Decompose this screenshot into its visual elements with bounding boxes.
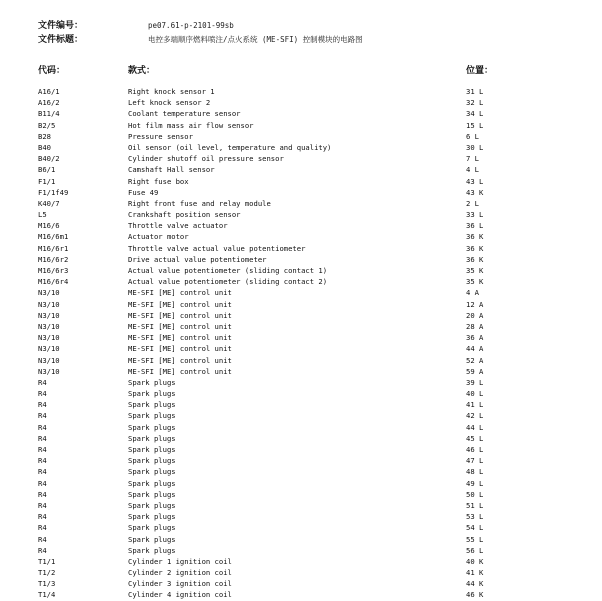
component-description: Right fuse box [128, 176, 189, 186]
component-code: N3/10 [38, 366, 60, 376]
component-position: 36 K [466, 232, 484, 242]
table-row [38, 332, 578, 343]
component-code: T1/4 [38, 590, 56, 600]
component-description: Coolant temperature sensor [128, 109, 241, 119]
component-description: Crankshaft position sensor [128, 210, 241, 220]
header-position: 位置： [466, 66, 494, 76]
component-position: 36 K [466, 254, 484, 264]
table-row [38, 478, 578, 489]
component-position: 55 L [466, 534, 484, 544]
table-row [38, 153, 578, 164]
table-row [38, 556, 578, 567]
component-description: ME-SFI [ME] control unit [128, 366, 232, 376]
component-description: ME-SFI [ME] control unit [128, 344, 232, 354]
component-position: 2 L [466, 198, 479, 208]
component-description: Cylinder 3 ignition coil [128, 579, 232, 589]
component-code: R4 [38, 512, 47, 522]
component-code: R4 [38, 377, 47, 387]
component-position: 28 A [466, 321, 484, 331]
component-description: Spark plugs [128, 467, 176, 477]
component-description: ME-SFI [ME] control unit [128, 299, 232, 309]
table-header [38, 64, 578, 78]
table-row [38, 534, 578, 545]
component-position: 7 L [466, 154, 479, 164]
component-description: ME-SFI [ME] control unit [128, 333, 232, 343]
table-row [38, 198, 578, 209]
component-description: Throttle valve actuator [128, 221, 228, 231]
component-code: B40/2 [38, 154, 60, 164]
component-code: R4 [38, 456, 47, 466]
component-code: N3/10 [38, 333, 60, 343]
component-position: 6 L [466, 131, 479, 141]
component-description: Fuse 49 [128, 187, 159, 197]
table-row [38, 120, 578, 131]
component-code: N3/10 [38, 321, 60, 331]
table-row [38, 287, 578, 298]
component-description: ME-SFI [ME] control unit [128, 321, 232, 331]
component-position: 4 L [466, 165, 479, 175]
component-description: Spark plugs [128, 377, 176, 387]
table-row [38, 97, 578, 108]
component-description: Spark plugs [128, 523, 176, 533]
table-row [38, 377, 578, 388]
file-title-value: 电控多端顺序燃料喷注/点火系统 (ME-SFI) 控制模块的电路图 [148, 35, 363, 44]
component-code: R4 [38, 433, 47, 443]
component-position: 46 K [466, 590, 484, 600]
table-row [38, 231, 578, 242]
component-code: N3/10 [38, 310, 60, 320]
table-row [38, 164, 578, 175]
component-description: ME-SFI [ME] control unit [128, 310, 232, 320]
component-code: B11/4 [38, 109, 60, 119]
component-position: 34 L [466, 109, 484, 119]
component-description: Spark plugs [128, 489, 176, 499]
component-position: 43 K [466, 187, 484, 197]
component-position: 36 A [466, 333, 484, 343]
table-row [38, 254, 578, 265]
table-row [38, 220, 578, 231]
table-row [38, 299, 578, 310]
component-position: 54 L [466, 523, 484, 533]
component-description: Pressure sensor [128, 131, 193, 141]
table-row [38, 388, 578, 399]
component-code: A16/1 [38, 87, 60, 96]
component-description: Spark plugs [128, 400, 176, 410]
component-code: R4 [38, 422, 47, 432]
table-row [38, 142, 578, 153]
component-code: L5 [38, 210, 47, 220]
component-position: 40 K [466, 556, 484, 566]
table-row [38, 176, 578, 187]
component-position: 15 L [466, 120, 484, 130]
table-row [38, 343, 578, 354]
component-position: 50 L [466, 489, 484, 499]
table-row [38, 511, 578, 522]
component-position: 45 L [466, 433, 484, 443]
component-code: R4 [38, 478, 47, 488]
component-code: T1/2 [38, 568, 56, 578]
component-code: F1/1 [38, 176, 56, 186]
component-description: Spark plugs [128, 433, 176, 443]
component-description: Oil sensor (oil level, temperature and quality) [128, 142, 332, 152]
component-position: 32 L [466, 98, 484, 108]
table-row [38, 108, 578, 119]
component-code: T1/3 [38, 579, 56, 589]
component-position: 47 L [466, 456, 484, 466]
component-code: B2/5 [38, 120, 56, 130]
table-row [38, 410, 578, 421]
component-description: Throttle valve actual value potentiometer [128, 243, 306, 253]
table-row [38, 422, 578, 433]
component-description: Spark plugs [128, 411, 176, 421]
component-code: M16/6r4 [38, 277, 69, 287]
component-code: R4 [38, 534, 47, 544]
component-code: B40 [38, 142, 51, 152]
table-row [38, 578, 578, 589]
table-row [38, 355, 578, 366]
component-code: R4 [38, 445, 47, 454]
component-position: 43 L [466, 176, 484, 186]
component-code: T1/1 [38, 556, 56, 566]
component-code: R4 [38, 389, 47, 399]
component-code: M16/6 [38, 221, 60, 231]
component-description: Spark plugs [128, 500, 176, 510]
component-position: 12 A [466, 299, 484, 309]
component-position: 44 L [466, 422, 484, 432]
component-position: 36 K [466, 243, 484, 253]
table-row [38, 209, 578, 220]
component-position: 48 L [466, 467, 484, 477]
component-description: Right front fuse and relay module [128, 198, 271, 208]
table-row [38, 455, 578, 466]
table-row [38, 399, 578, 410]
table-row [38, 522, 578, 533]
component-code: R4 [38, 489, 47, 499]
component-position: 46 L [466, 445, 484, 454]
component-description: Drive actual value potentiometer [128, 254, 267, 264]
table-row [38, 187, 578, 198]
component-table [38, 86, 578, 601]
component-position: 33 L [466, 210, 484, 220]
component-code: R4 [38, 411, 47, 421]
component-description: Actual value potentiometer (sliding contact 1) [128, 266, 328, 275]
component-code: F1/1f49 [38, 187, 69, 197]
component-position: 44 K [466, 579, 484, 589]
component-position: 4 A [466, 288, 479, 298]
table-row [38, 310, 578, 321]
component-code: K40/7 [38, 198, 60, 208]
component-position: 36 L [466, 221, 484, 231]
component-description: Spark plugs [128, 534, 176, 544]
header-code: 代码： [38, 66, 66, 76]
table-row [38, 243, 578, 254]
component-position: 53 L [466, 512, 484, 522]
component-code: R4 [38, 545, 47, 555]
component-code: M16/6m1 [38, 232, 69, 242]
table-row [38, 276, 578, 287]
component-code: B6/1 [38, 165, 56, 175]
table-row [38, 321, 578, 332]
component-position: 20 A [466, 310, 484, 320]
table-row [38, 366, 578, 377]
component-description: Hot film mass air flow sensor [128, 120, 254, 130]
component-description: Right knock sensor 1 [128, 87, 215, 96]
component-code: M16/6r1 [38, 243, 69, 253]
component-position: 44 A [466, 344, 484, 354]
component-description: Spark plugs [128, 456, 176, 466]
component-description: Cylinder 4 ignition coil [128, 590, 232, 600]
component-description: Actuator motor [128, 232, 189, 242]
table-row [38, 589, 578, 600]
component-position: 40 L [466, 389, 484, 399]
component-description: Spark plugs [128, 478, 176, 488]
component-position: 41 K [466, 568, 484, 578]
component-position: 30 L [466, 142, 484, 152]
table-row [38, 545, 578, 556]
table-row [38, 86, 578, 97]
component-code: R4 [38, 523, 47, 533]
component-code: R4 [38, 400, 47, 410]
component-position: 52 A [466, 355, 484, 365]
component-description: Camshaft Hall sensor [128, 165, 215, 175]
file-number-value: pe07.61-p-2101-99sb [148, 21, 234, 30]
component-description: Spark plugs [128, 422, 176, 432]
component-position: 41 L [466, 400, 484, 410]
component-code: A16/2 [38, 98, 60, 108]
component-position: 51 L [466, 500, 484, 510]
table-row [38, 500, 578, 511]
component-position: 59 A [466, 366, 484, 376]
component-position: 42 L [466, 411, 484, 421]
component-description: Left knock sensor 2 [128, 98, 211, 108]
component-description: Spark plugs [128, 545, 176, 555]
component-position: 35 K [466, 277, 484, 287]
table-row [38, 466, 578, 477]
component-code: N3/10 [38, 344, 60, 354]
component-description: Cylinder 1 ignition coil [128, 556, 232, 566]
table-row [38, 567, 578, 578]
component-code: R4 [38, 467, 47, 477]
component-description: ME-SFI [ME] control unit [128, 355, 232, 365]
component-position: 49 L [466, 478, 484, 488]
component-code: B28 [38, 131, 51, 141]
component-position: 31 L [466, 87, 484, 96]
component-code: M16/6r3 [38, 266, 69, 275]
component-position: 35 K [466, 266, 484, 275]
file-title-label: 文件标题： [38, 35, 84, 45]
component-description: Actual value potentiometer (sliding contact 2) [128, 277, 328, 287]
table-row [38, 489, 578, 500]
component-code: M16/6r2 [38, 254, 69, 264]
component-description: Spark plugs [128, 389, 176, 399]
component-code: N3/10 [38, 288, 60, 298]
table-row [38, 444, 578, 455]
header-description: 款式： [128, 66, 156, 76]
table-row [38, 131, 578, 142]
component-code: R4 [38, 500, 47, 510]
component-code: N3/10 [38, 299, 60, 309]
component-description: Cylinder shutoff oil pressure sensor [128, 154, 284, 164]
component-description: Spark plugs [128, 445, 176, 454]
component-position: 56 L [466, 545, 484, 555]
component-position: 39 L [466, 377, 484, 387]
table-row [38, 433, 578, 444]
component-description: Spark plugs [128, 512, 176, 522]
component-description: Cylinder 2 ignition coil [128, 568, 232, 578]
table-row [38, 265, 578, 276]
component-code: N3/10 [38, 355, 60, 365]
file-number-label: 文件编号： [38, 21, 84, 31]
component-description: ME-SFI [ME] control unit [128, 288, 232, 298]
